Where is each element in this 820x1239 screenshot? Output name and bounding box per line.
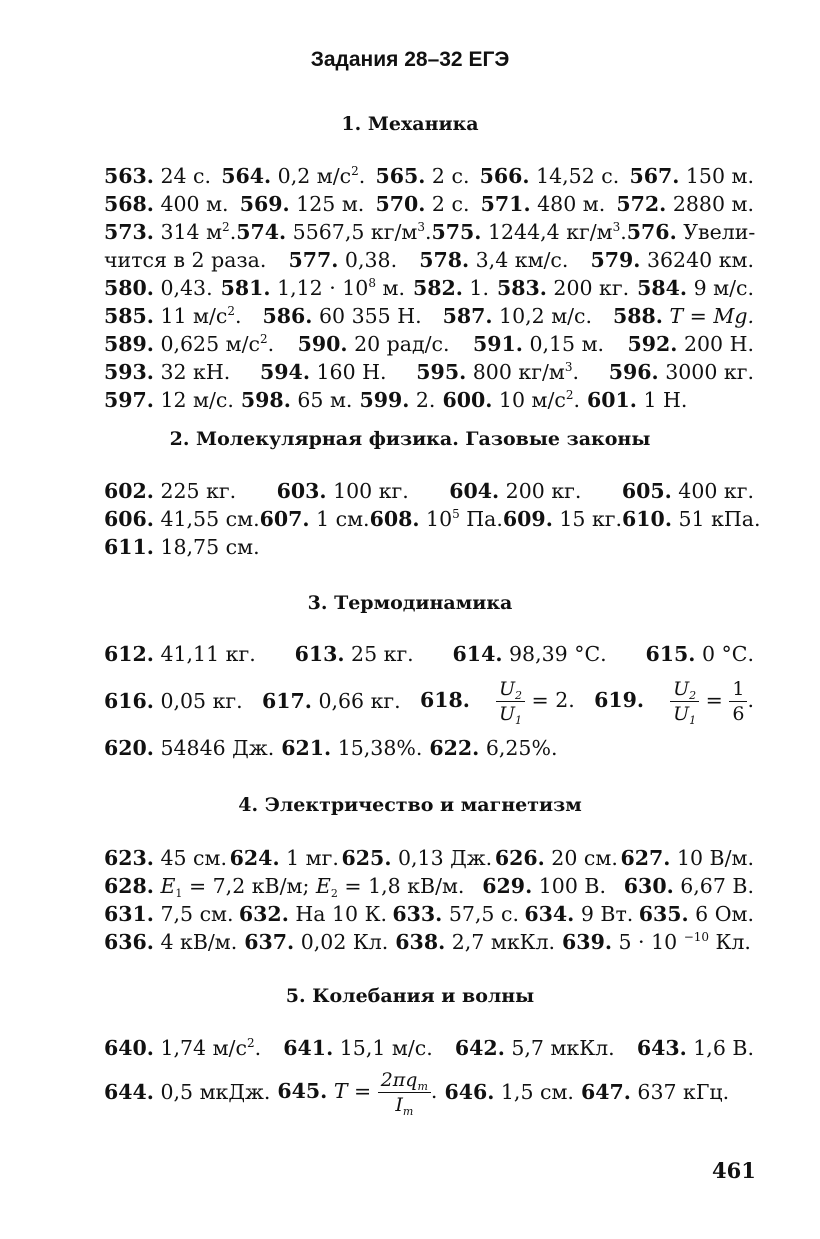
answer-line: 589. 0,625 $м/с^2$. 590. 20 рад/с. 591. 0,15 м. 592. 200 Н.	[104, 332, 754, 356]
answer-line: 620. 54846 Дж. 621. 15,38%. 622. 6,25%.	[104, 736, 558, 760]
answer-line: 580. 0,43. 581. $1,12 \cdot 10^8$ м. 582. 1. 583. 200 кг. 584. 9 м/с.	[104, 276, 754, 300]
answer-line: 585. 11 $м/с^2$. 586. 60 355 Н. 587. 10,2 м/с. 588. T = Mg.	[104, 304, 754, 328]
page-number: 461	[712, 1158, 756, 1183]
section-title-molecular: 2. Молекулярная физика. Газовые законы	[169, 428, 651, 450]
answer-line: 640. 1,74 $м/с^2$. 641. 15,1 м/с. 642. 5,7 мкКл. 643. 1,6 В.	[104, 1036, 754, 1060]
answer-line: 573. 314 $м^2$. 574. 5567,5 $кг/м^3$. 575. 1244,4 $кг/м^3$. 576. Увели-	[104, 220, 756, 244]
answer-line: 628. $E_1 = 7,2$ кВ/м; $E_2 = 1,8$ кВ/м. 629. 100 В. 630. 6,67 В.	[104, 874, 754, 900]
section-title-thermo: 3. Термодинамика	[307, 592, 513, 614]
answer-line: 644. 0,5 мкДж. 645. T = $\frac{2\pi q_m}{I_m}$ . 646. 1,5 см. 647. 637 кГц.	[104, 1068, 730, 1118]
fraction-u2-u1: $\frac{U_2}{U_1}$	[670, 677, 699, 726]
fraction-2piq-i: $\frac{2\pi q_m}{I_m}$	[378, 1068, 431, 1117]
answer-line: 623. 45 см. 624. 1 мг. 625. 0,13 Дж. 626. 20 см. 627. 10 В/м.	[104, 846, 754, 870]
page-title: Задания 28–32 ЕГЭ	[310, 48, 510, 71]
section-title-electricity: 4. Электричество и магнетизм	[238, 794, 582, 816]
answer-line: 602. 225 кг. 603. 100 кг. 604. 200 кг. 605. 400 кг.	[104, 479, 754, 503]
answer-line: чится в 2 раза. 577. 0,38. 578. 3,4 км/с. 579. 36240 км.	[104, 248, 754, 272]
answer-line: 563. 24 с. 564. 0,2 $м/с^2$. 565. 2 с. 566. 14,52 с. 567. 150 м.	[104, 164, 754, 188]
answer-line: 636. 4 кВ/м. 637. 0,02 Кл. 638. 2,7 мкКл. 639. 5 · 10 $^{-10}$ Кл.	[104, 930, 751, 954]
answer-line: 612. 41,11 кг. 613. 25 кг. 614. 98,39 °С. 615. 0 °С.	[104, 642, 754, 666]
answer-line: 631. 7,5 см. 632. На 10 К. 633. 57,5 с. 634. 9 Вт. 635. 6 Ом.	[104, 902, 754, 926]
answer-line: 606. 41,55 см. 607. 1 см. 608. $10^5$ Па. 609. 15 кг. 610. 51 кПа.	[104, 507, 761, 531]
answer-line: 568. 400 м. 569. 125 м. 570. 2 с. 571. 480 м. 572. 2880 м.	[104, 192, 754, 216]
answer-line: 597. 12 м/с. 598. 65 м. 599. 2. 600. 10 $м/с^2$. 601. 1 Н.	[104, 388, 688, 412]
answer-line: 593. 32 кН. 594. 160 Н. 595. 800 $кг/м^3$. 596. 3000 кг.	[104, 360, 754, 384]
fraction-one-sixth: $\frac{1}{6}$	[729, 677, 747, 726]
answer-line: 611. 18,75 см.	[104, 535, 260, 559]
fraction-u2-u1: $\frac{U_2}{U_1}$	[496, 677, 525, 726]
answer-line: 616. 0,05 кг. 617. 0,66 кг. 618. $\frac{U_2}{U_1}$ = 2. 619. $\frac{U_2}{U_1}$ = $\frac{1}{6}$ .	[104, 677, 754, 727]
section-title-oscillations: 5. Колебания и волны	[285, 985, 535, 1007]
section-title-mechanics: 1. Механика	[341, 113, 479, 135]
